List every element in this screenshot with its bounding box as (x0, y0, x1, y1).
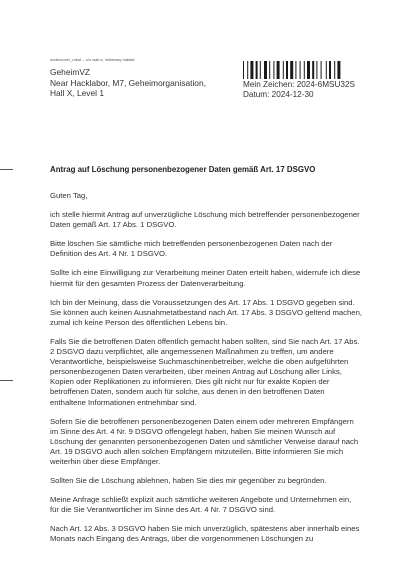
body-paragraph: Falls Sie die betroffenen Daten öffentlich gemacht haben sollten, sind Sie nach Art. 17 Abs. 2 DSGVO dazu verpflichtet, alle angemessenen Maßnahmen zu treffen, um andere Verantwortliche, beispielsweise Suchmaschinenbetreiber, welche die oben aufgeführten personenbezogenen Daten verarbeiten, über meinen Antrag auf Löschung aller Links, Kopien oder Replikationen zu informieren. Dies gilt nicht nur für exakte Kopien der betroffenen Daten, sondern auch für solche, aus denen in den betroffenen Daten enthaltene Informationen entnehmbar sind. (50, 336, 360, 407)
file-number: Mein Zeichen: 2024-6MSU32S (243, 80, 355, 89)
recipient-line: Hall X, Level 1 (50, 88, 104, 99)
barcode-bar (312, 61, 314, 79)
barcode-bar (307, 61, 310, 79)
letter-date: Datum: 2024-12-30 (243, 90, 314, 99)
barcode-bar (300, 61, 301, 79)
subject-line: Antrag auf Löschung personenbezogener Daten gemäß Art. 17 DSGVO (50, 165, 316, 174)
body-paragraph: Sofern Sie die betroffenen personenbezogenen Daten einem oder mehreren Empfängern im Sinne des Art. 4 Nr. 9 DSGVO offengelegt haben, haben Sie meinen Wunsch auf Löschung der genannten personenbezogenen Daten und sämtlicher Verweise darauf nach Art. 19 DSGVO auch allen solchen Empfängern mitzuteilen. Bitte informieren Sie mich weiterhin über diese Empfänger. (50, 416, 359, 466)
fold-mark-middle (0, 380, 13, 381)
body-paragraph: Sollte ich eine Einwilligung zur Verarbeitung meiner Daten erteilt haben, widerrufe ich diese hiermit für den gesamten Prozess der Datenverarbeitung. (50, 268, 361, 288)
barcode-bar (247, 61, 248, 79)
barcode-bar (337, 61, 340, 79)
barcode-bar (243, 61, 244, 79)
body-paragraph: Ich bin der Meinung, dass die Voraussetzungen des Art. 17 Abs. 1 DSGVO gegeben sind. Sie können auch keinen Ausnahmetatbestand nach Art. 17 Abs. 3 DSGVO geltend machen, zumal ich keine Person des öffentlichen Lebens bin. (50, 297, 362, 327)
letter-body (50, 191, 362, 554)
barcode-bar (321, 61, 322, 79)
barcode-bar (286, 61, 288, 79)
recipient-line: GeheimVZ (50, 67, 91, 77)
recipient-address (50, 67, 206, 99)
fold-mark-top (0, 169, 13, 170)
barcode-bar (290, 61, 293, 79)
barcode-bar (277, 61, 280, 79)
barcode-bar (316, 61, 317, 79)
barcode-bar (304, 61, 305, 79)
barcode-bar (283, 61, 284, 79)
body-paragraph: Nach Art. 12 Abs. 3 DSGVO haben Sie mich unverzüglich, spätestens aber innerhalb eines Monats nach Eingang des Antrags, über die vorgenommenen Löschungen zu (50, 524, 360, 544)
barcode-bar (273, 61, 274, 79)
recipient-line: Near Hacklabor, M7, Geheimorganisation, (50, 77, 206, 88)
barcode-bar (295, 61, 296, 79)
reference-block (243, 80, 355, 100)
barcode (243, 61, 354, 79)
barcode-bar (334, 61, 335, 79)
body-paragraph: Meine Anfrage schließt explizit auch sämtliche weiteren Angebote und Unternehmen ein, für die Sie Verantwortlicher im Sinne des Art. 4 Nr. 7 DSGVO sind. (50, 495, 352, 515)
barcode-bar (329, 61, 331, 79)
barcode-bar (326, 61, 327, 79)
barcode-bar (256, 61, 258, 79)
barcode-bar (260, 61, 261, 79)
barcode-bar (269, 61, 270, 79)
barcode-bar (264, 61, 267, 79)
body-paragraph: Sollten Sie die Löschung ablehnen, haben Sie dies mir gegenüber zu begründen. (50, 476, 327, 486)
sender-return-line: undercover_robot – c/o wall-e, milkeway habitat (50, 57, 135, 62)
greeting: Guten Tag, (50, 191, 88, 200)
body-paragraph: Bitte löschen Sie sämtliche mich betreffenden personenbezogenen Daten nach der Definition des Art. 4 Nr. 1 DSGVO. (50, 239, 333, 259)
body-paragraph: ich stelle hiermit Antrag auf unverzügliche Löschung mich betreffender personenbezogener Daten gemäß Art. 17 Abs. 1 DSGVO. (50, 210, 360, 230)
barcode-bar (250, 61, 253, 79)
